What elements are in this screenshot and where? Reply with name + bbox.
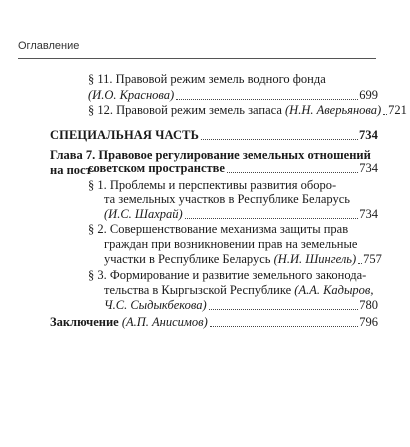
toc-entry-s12-page: 721 (388, 103, 407, 117)
toc-entry-s12[interactable] (88, 103, 407, 118)
leader-dots (210, 326, 359, 327)
toc-entry-p3-line1 (88, 268, 378, 283)
toc-entry-s11-page: 699 (359, 88, 378, 102)
toc-entry-p1[interactable] (104, 207, 378, 222)
toc-entry-p1-line1 (88, 178, 378, 193)
toc-entry-p2-title-end: участки в Республике Беларусь (104, 252, 271, 266)
toc-entry-p3-title: § 3. Формирование и развитие земельного законода- (88, 268, 367, 282)
leader-dots (227, 172, 358, 173)
toc-entry-p2-line1 (88, 222, 378, 237)
header-rule (18, 58, 376, 59)
toc-entry-s12-author: (Н.Н. Аверьянова) (285, 103, 382, 117)
toc-entry-ch7[interactable] (88, 161, 378, 176)
toc-entry-ch7-page: 734 (359, 161, 378, 175)
toc-entry-special-page: 734 (358, 128, 378, 142)
toc-entry-p3-page: 780 (359, 298, 378, 312)
toc-entry-p3-line2 (104, 283, 378, 298)
toc-entry-ch7-title-cont: советском пространстве (88, 161, 225, 175)
toc-entry-s11-author: (И.О. Краснова) (88, 88, 175, 102)
toc-entry-s11[interactable] (88, 88, 378, 103)
running-header: Оглавление (18, 40, 80, 52)
leader-dots (201, 139, 358, 140)
leader-dots (383, 114, 387, 115)
toc-entry-p1-page: 734 (359, 207, 378, 221)
toc-entry-s12-title: § 12. Правовой режим земель запаса (88, 103, 282, 117)
toc-entry-s11-line1 (88, 72, 378, 87)
toc-entry-p3[interactable] (104, 298, 378, 313)
toc-entry-conclusion-author: (А.П. Анисимов) (121, 315, 208, 329)
toc-entry-ch7-title: Глава 7. Правовое регулирование земельных отношений на пост- (50, 148, 371, 177)
leader-dots (185, 218, 359, 219)
toc-entry-p1-author: (И.С. Шахрай) (104, 207, 183, 221)
toc-entry-p3-title-cont: тельства в Кыргызской Республике (104, 283, 292, 297)
toc-entry-s11-title: § 11. Правовой режим земель водного фонда (88, 72, 326, 86)
toc-entry-p2-author: (Н.И. Шингель) (273, 252, 357, 266)
leader-dots (209, 309, 359, 310)
leader-dots (358, 263, 362, 264)
toc-entry-p3-author2: Ч.С. Сыдыкбекова) (104, 298, 207, 312)
toc-entry-conclusion-title: Заключение (50, 315, 119, 329)
toc-entry-p3-author1: (А.А. Кадыров, (294, 283, 374, 297)
toc-entry-p2-title-cont: граждан при возникновении прав на земельные (104, 237, 358, 251)
toc-entry-p2-title: § 2. Совершенствование механизма защиты прав (88, 222, 349, 236)
toc-entry-p1-title: § 1. Проблемы и перспективы развития оборо- (88, 178, 337, 192)
toc-entry-p2[interactable] (104, 252, 382, 267)
toc-entry-special-title: СПЕЦИАЛЬНАЯ ЧАСТЬ (50, 128, 199, 142)
leader-dots (176, 99, 358, 100)
toc-entry-conclusion-page: 796 (359, 315, 378, 329)
toc-entry-p2-line2 (104, 237, 378, 252)
toc-entry-special-part[interactable] (50, 128, 378, 143)
toc-entry-p2-page: 757 (363, 252, 382, 266)
toc-entry-p1-line2 (104, 192, 378, 207)
toc-entry-conclusion[interactable] (50, 315, 378, 330)
toc-entry-p1-title-cont: та земельных участков в Республике Беларусь (104, 192, 350, 206)
